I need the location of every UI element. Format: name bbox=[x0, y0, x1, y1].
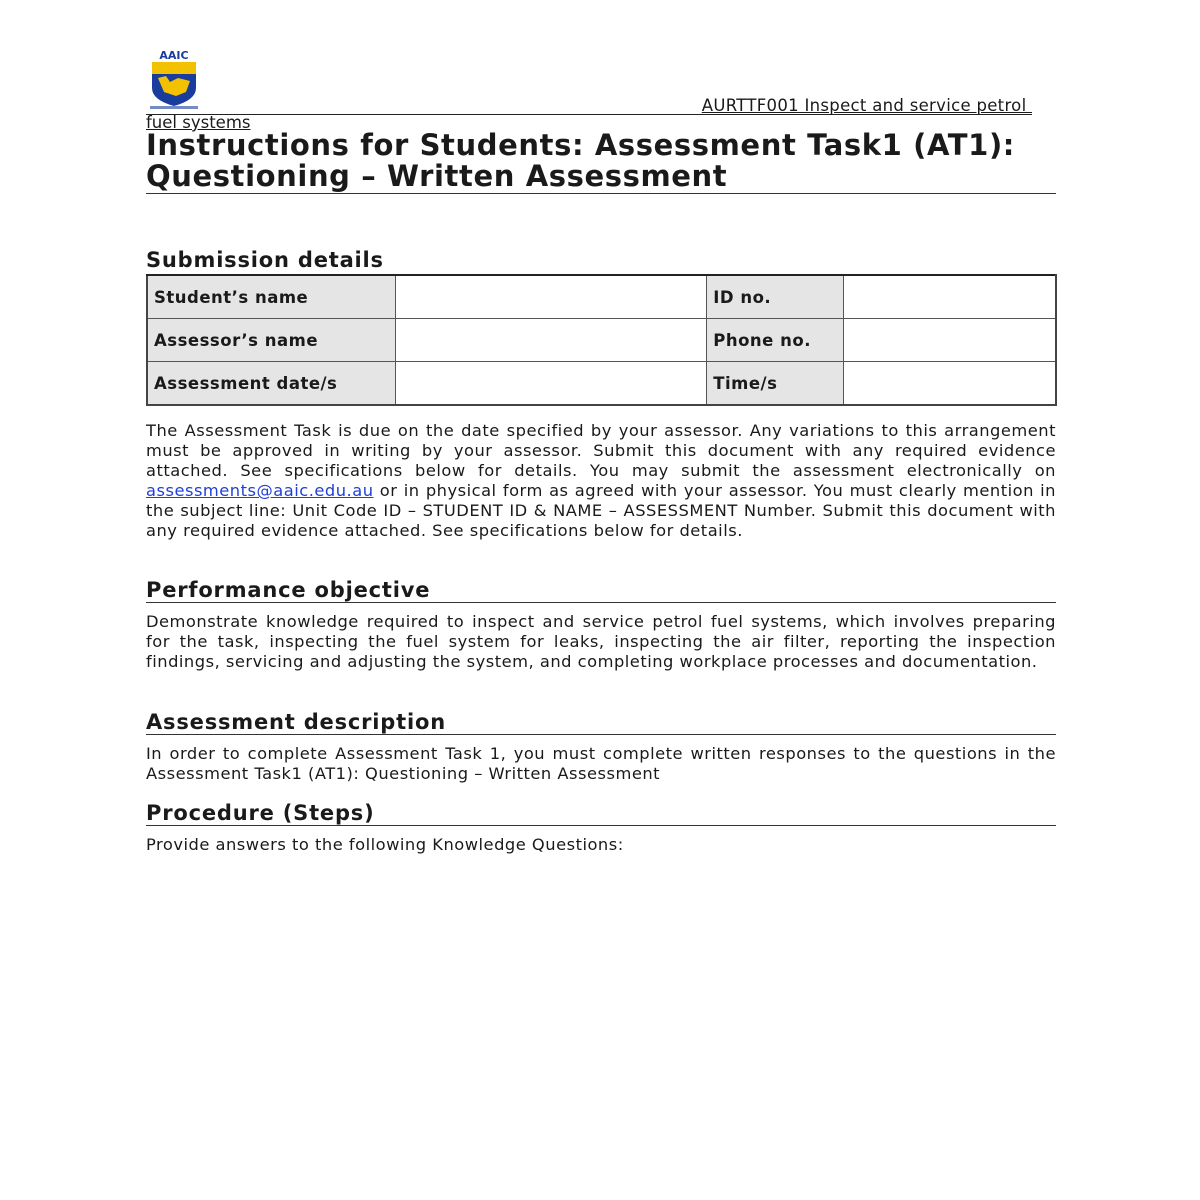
unit-title: AURTTF001 Inspect and service petrol bbox=[701, 96, 1032, 115]
performance-heading: Performance objective bbox=[146, 578, 1056, 603]
student-name-label: Student’s name bbox=[147, 275, 396, 319]
description-heading: Assessment description bbox=[146, 710, 1056, 735]
student-name-field[interactable] bbox=[396, 275, 707, 319]
unit-title-continued: fuel systems bbox=[146, 113, 251, 132]
assessor-name-label: Assessor’s name bbox=[147, 319, 396, 362]
procedure-heading: Procedure (Steps) bbox=[146, 801, 1056, 826]
phone-no-label: Phone no. bbox=[707, 319, 844, 362]
id-no-label: ID no. bbox=[707, 275, 844, 319]
assessment-email-link[interactable]: assessments@aaic.edu.au bbox=[146, 481, 374, 500]
table-row bbox=[147, 362, 1056, 406]
procedure-text: Provide answers to the following Knowledge Questions: bbox=[146, 835, 624, 854]
table-row bbox=[147, 319, 1056, 362]
assessment-date-label: Assessment date/s bbox=[147, 362, 396, 406]
logo-text: AAIC bbox=[159, 49, 189, 62]
performance-text: Demonstrate knowledge required to inspect and service petrol fuel systems, which involves preparing for the task, inspecting the fuel system for leaks, inspecting the air filter, reporting the inspection findings, servicing and adjusting the system, and completing workplace processes and documentation. bbox=[146, 612, 1056, 671]
time-label: Time/s bbox=[707, 362, 844, 406]
page-title: Instructions for Students: Assessment Task1 (AT1): Questioning – Written Assessment bbox=[146, 130, 1056, 194]
header-rule bbox=[146, 96, 1032, 115]
table-row bbox=[147, 275, 1056, 319]
description-text: In order to complete Assessment Task 1, you must complete written responses to the questions in the Assessment Task1 (AT1): Questioning – Written Assessment bbox=[146, 744, 1056, 783]
assessment-date-field[interactable] bbox=[396, 362, 707, 406]
submission-heading: Submission details bbox=[146, 248, 384, 272]
id-no-field[interactable] bbox=[844, 275, 1056, 319]
submission-table bbox=[146, 274, 1057, 406]
time-field[interactable] bbox=[844, 362, 1056, 406]
instructions-paragraph: The Assessment Task is due on the date specified by your assessor. Any variations to this arrangement must be approved in writing by your assessor. Submit this document with any required evidence attached. See specifications below for details. You may submit the assessment electronically on assessments@aaic.edu.au or in physical form as agreed with your assessor. You must clearly mention in the subject line: Unit Code ID – STUDENT ID & NAME – ASSESSMENT Number. Submit this document with any required evidence attached. See specifications below for details. bbox=[146, 421, 1056, 540]
assessor-name-field[interactable] bbox=[396, 319, 707, 362]
phone-no-field[interactable] bbox=[844, 319, 1056, 362]
